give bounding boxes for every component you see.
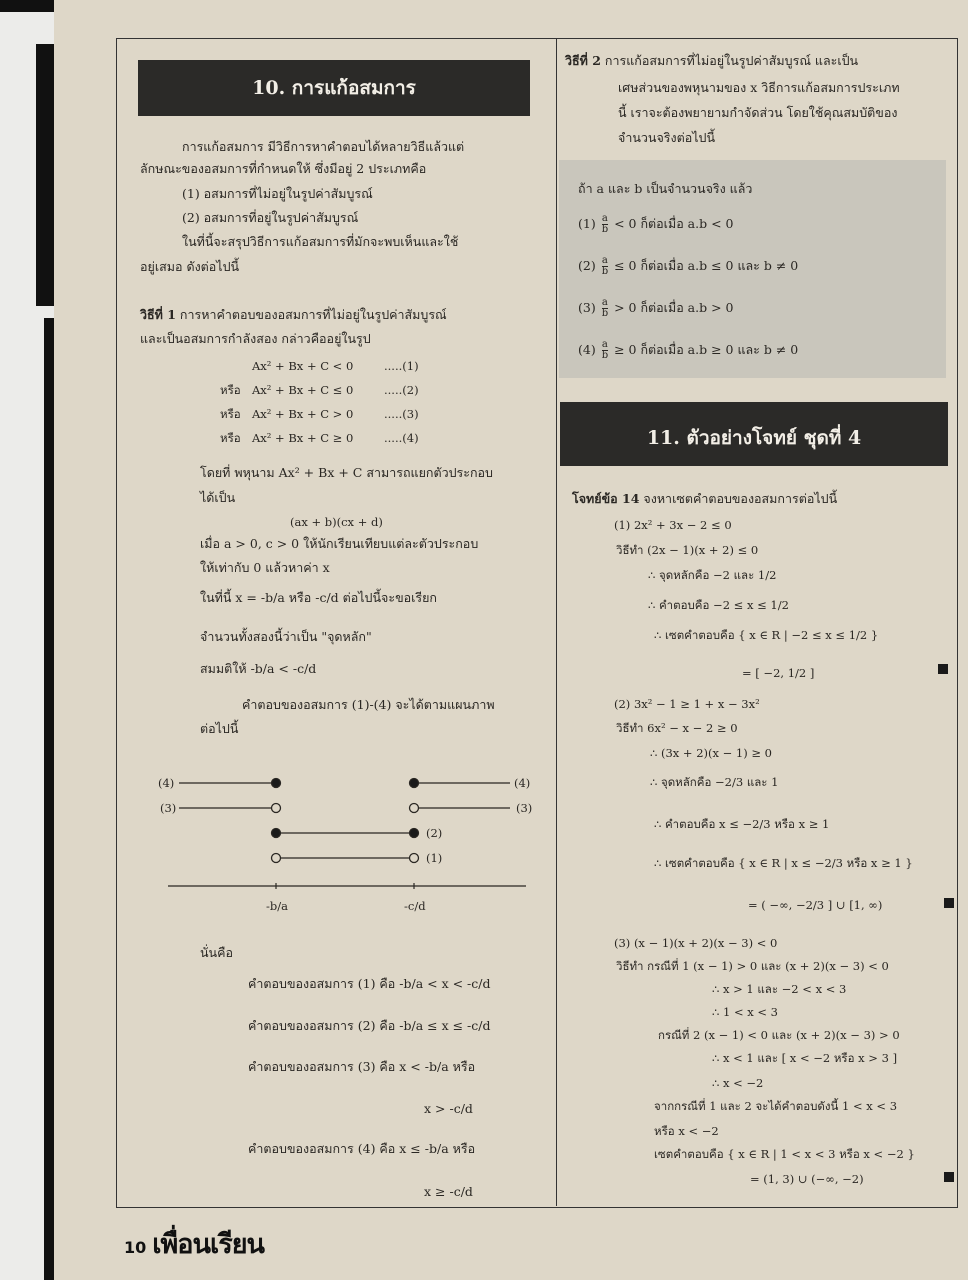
box-item-condition: ก็ต่อเมื่อ a.b ≥ 0 และ b ≠ 0 — [640, 342, 799, 357]
p2-result: = ( −∞, −2/3 ] ∪ [1, ∞) — [748, 898, 883, 912]
factor-line: ได้เป็น — [200, 490, 236, 505]
form-number: .....(4) — [384, 431, 419, 445]
answer-line: คำตอบของอสมการ (1)-(4) จะได้ตามแผนภาพ — [242, 697, 495, 712]
fraction-a-over-b: $\frac{a}{b}$ — [601, 255, 609, 277]
diagram-label: (3) — [516, 801, 533, 815]
p2-step: ∴ (3x + 2)(x − 1) ≥ 0 — [650, 746, 772, 760]
form-expr: Ax² + Bx + C < 0 — [252, 359, 354, 373]
box-item-condition: ก็ต่อเมื่อ a.b > 0 — [640, 300, 734, 315]
form-expr: Ax² + Bx + C > 0 — [252, 407, 354, 421]
intro-line: อยู่เสมอ ดังต่อไปนี้ — [140, 259, 240, 274]
answer-line: ต่อไปนี้ — [200, 721, 239, 736]
answer-label: คำตอบของอสมการ (3) คือ — [248, 1059, 396, 1074]
p2-step: ∴ เซตคำตอบคือ { x ∈ R | x ≤ −2/3 หรือ x ≥ 1 } — [654, 856, 913, 870]
intro-item: (1) อสมการที่ไม่อยู่ในรูปค่าสัมบูรณ์ — [182, 186, 373, 201]
axis-label-left: -b/a — [266, 899, 288, 913]
method2-text: การแก้อสมการที่ไม่อยู่ในรูปค่าสัมบูรณ์ และเป็น — [604, 53, 859, 68]
problem-label: โจทย์ข้อ 14 — [572, 491, 640, 506]
fraction-a-over-b: $\frac{a}{b}$ — [601, 213, 609, 235]
intro-line: ในที่นี้จะสรุปวิธีการแก้อสมการที่มักจะพบเห็นและใช้ — [182, 234, 459, 249]
open-dot — [410, 804, 419, 813]
problem-text: จงหาเซตคำตอบของอสมการต่อไปนี้ — [643, 491, 838, 506]
diagram-label: (1) — [426, 851, 443, 865]
page-number: 10 — [124, 1238, 147, 1257]
answer-expr: -b/a ≤ x ≤ -c/d — [399, 1018, 491, 1033]
diagram-label: (4) — [158, 776, 175, 790]
end-mark-square — [944, 1172, 954, 1182]
form-prefix: หรือ — [220, 383, 241, 397]
box-item-number: (1) — [578, 216, 596, 231]
intro-line: ลักษณะของอสมการที่กำหนดให้ ซึ่งมีอยู่ 2 ประเภทคือ — [140, 161, 427, 176]
p2-step: วิธีทำ 6x² − x − 2 ≥ 0 — [616, 721, 738, 735]
dark-edge — [0, 0, 58, 12]
p3-result: = (1, 3) ∪ (−∞, −2) — [750, 1172, 864, 1186]
p1-step: ∴ จุดหลักคือ −2 และ 1/2 — [648, 568, 777, 582]
when-line: เมื่อ a > 0, c > 0 ให้นักเรียนเทียบแต่ละตัวประกอบ — [200, 536, 479, 551]
method1-text: การหาคำตอบของอสมการที่ไม่อยู่ในรูปค่าสัมบูรณ์ — [179, 307, 447, 322]
page-footer — [124, 1222, 264, 1265]
p2-step: ∴ จุดหลักคือ −2/3 และ 1 — [650, 775, 779, 789]
open-dot — [272, 854, 281, 863]
magazine-name: เพื่อนเรียน — [152, 1229, 264, 1260]
box-item-relation: > 0 — [614, 300, 637, 315]
here-suffix: ต่อไปนี้จะขอเรียก — [342, 590, 438, 605]
here-neg-c: -c/d — [315, 590, 339, 605]
box-intro: ถ้า a และ b เป็นจำนวนจริง แล้ว — [578, 181, 753, 196]
p1-step: ∴ คำตอบคือ −2 ≤ x ≤ 1/2 — [648, 598, 789, 612]
p1-step: วิธีทำ (2x − 1)(x + 2) ≤ 0 — [616, 543, 759, 557]
box-item-number: (2) — [578, 258, 596, 273]
here-prefix: ในที่นี้ x = — [200, 590, 257, 605]
method2-text: จำนวนจริงต่อไปนี้ — [618, 130, 715, 145]
closed-dot — [410, 779, 419, 788]
method1-text: และเป็นอสมการกำลังสอง กล่าวคืออยู่ในรูป — [140, 331, 371, 346]
p3-step: เซตคำตอบคือ { x ∈ R | 1 < x < 3 หรือ x < −2 } — [654, 1147, 915, 1161]
answer-label: คำตอบของอสมการ (1) คือ — [248, 976, 396, 991]
intro-item: (2) อสมการที่อยู่ในรูปค่าสัมบูรณ์ — [182, 210, 359, 225]
p3-step: ∴ x < −2 — [712, 1076, 764, 1090]
p3-step: หรือ x < −2 — [654, 1124, 719, 1138]
open-dot — [272, 804, 281, 813]
answer-expr: x > -c/d — [424, 1101, 473, 1116]
open-dot — [410, 854, 419, 863]
p3-question: (3) (x − 1)(x + 2)(x − 3) < 0 — [614, 936, 778, 950]
critical-line: จำนวนทั้งสองนี้ว่าเป็น "จุดหลัก" — [200, 629, 372, 644]
solution-diagram — [154, 765, 534, 925]
answer-expr: x < -b/a หรือ — [399, 1059, 476, 1074]
answer-expr: x ≤ -b/a หรือ — [399, 1141, 476, 1156]
answer-expr: x ≥ -c/d — [424, 1184, 473, 1199]
answer-label: คำตอบของอสมการ (2) คือ — [248, 1018, 396, 1033]
box-item-relation: ≥ 0 — [614, 342, 637, 357]
p3-step: กรณีที่ 2 (x − 1) < 0 และ (x + 2)(x − 3) > 0 — [658, 1028, 900, 1042]
diagram-label: (2) — [426, 826, 443, 840]
answer-label: คำตอบของอสมการ (4) คือ — [248, 1141, 396, 1156]
box-item-relation: ≤ 0 — [614, 258, 637, 273]
form-expr: Ax² + Bx + C ≤ 0 — [252, 383, 354, 397]
factor-line: โดยที่ พหุนาม Ax² + Bx + C สามารถแยกตัวประกอบ — [200, 465, 493, 480]
closed-dot — [272, 779, 281, 788]
p2-step: ∴ คำตอบคือ x ≤ −2/3 หรือ x ≥ 1 — [654, 817, 830, 831]
thatis-label: นั่นคือ — [200, 945, 233, 960]
box-item-condition: ก็ต่อเมื่อ a.b ≤ 0 และ b ≠ 0 — [640, 258, 799, 273]
method2-text: เศษส่วนของพหุนามของ x วิธีการแก้อสมการประเภท — [618, 80, 900, 95]
form-number: .....(2) — [384, 383, 419, 397]
method2-text: นี้ เราจะต้องพยายามกำจัดส่วน โดยใช้คุณสมบัติของ — [618, 105, 898, 120]
form-number: .....(1) — [384, 359, 419, 373]
column-divider — [556, 38, 557, 1206]
assume-prefix: สมมติให้ — [200, 661, 247, 676]
magazine-page — [54, 0, 968, 1280]
closed-dot — [272, 829, 281, 838]
end-mark-square — [944, 898, 954, 908]
end-mark-square — [938, 664, 948, 674]
form-prefix: หรือ — [220, 407, 241, 421]
here-or: หรือ — [288, 590, 312, 605]
box-item-condition: ก็ต่อเมื่อ a.b < 0 — [640, 216, 734, 231]
diagram-label: (3) — [160, 801, 177, 815]
diagram-label: (4) — [514, 776, 531, 790]
left-page-edge — [0, 0, 58, 1280]
box-item-number: (4) — [578, 342, 596, 357]
form-prefix: หรือ — [220, 431, 241, 445]
box-item-number: (3) — [578, 300, 596, 315]
fraction-a-over-b: $\frac{a}{b}$ — [601, 339, 609, 361]
assume-expr: -b/a < -c/d — [250, 661, 317, 676]
p3-step: ∴ x > 1 และ −2 < x < 3 — [712, 982, 847, 996]
intro-line: การแก้อสมการ มีวิธีการหาคำตอบได้หลายวิธีแล้วแต่ — [182, 139, 465, 154]
factor-expr: (ax + b)(cx + d) — [290, 515, 383, 529]
closed-dot — [410, 829, 419, 838]
dark-edge — [36, 44, 56, 306]
p1-question: (1) 2x² + 3x − 2 ≤ 0 — [614, 518, 732, 532]
when-line: ให้เท่ากับ 0 แล้วหาค่า x — [200, 560, 330, 575]
method1-title: วิธีที่ 1 — [140, 307, 176, 322]
here-neg-b: -b/a — [260, 590, 285, 605]
p2-question: (2) 3x² − 1 ≥ 1 + x − 3x² — [614, 697, 760, 711]
p3-step: ∴ x < 1 และ [ x < −2 หรือ x > 3 ] — [712, 1051, 898, 1065]
fraction-a-over-b: $\frac{a}{b}$ — [601, 297, 609, 319]
box-item-relation: < 0 — [614, 216, 637, 231]
form-number: .....(3) — [384, 407, 419, 421]
p3-step: จากกรณีที่ 1 และ 2 จะได้คำตอบดังนี้ 1 < x < 3 — [654, 1099, 898, 1113]
p1-step: ∴ เซตคำตอบคือ { x ∈ R | −2 ≤ x ≤ 1/2 } — [654, 628, 879, 642]
form-expr: Ax² + Bx + C ≥ 0 — [252, 431, 354, 445]
p3-step: วิธีทำ กรณีที่ 1 (x − 1) > 0 และ (x + 2)(x − 3) < 0 — [616, 959, 889, 973]
section-10-heading: 10. การแก้อสมการ — [138, 60, 530, 116]
p1-result: = [ −2, 1/2 ] — [742, 666, 815, 680]
method2-title: วิธีที่ 2 — [565, 53, 601, 68]
answer-expr: -b/a < x < -c/d — [399, 976, 491, 991]
section-11-heading: 11. ตัวอย่างโจทย์ ชุดที่ 4 — [560, 402, 948, 466]
axis-label-right: -c/d — [404, 899, 426, 913]
p3-step: ∴ 1 < x < 3 — [712, 1005, 778, 1019]
